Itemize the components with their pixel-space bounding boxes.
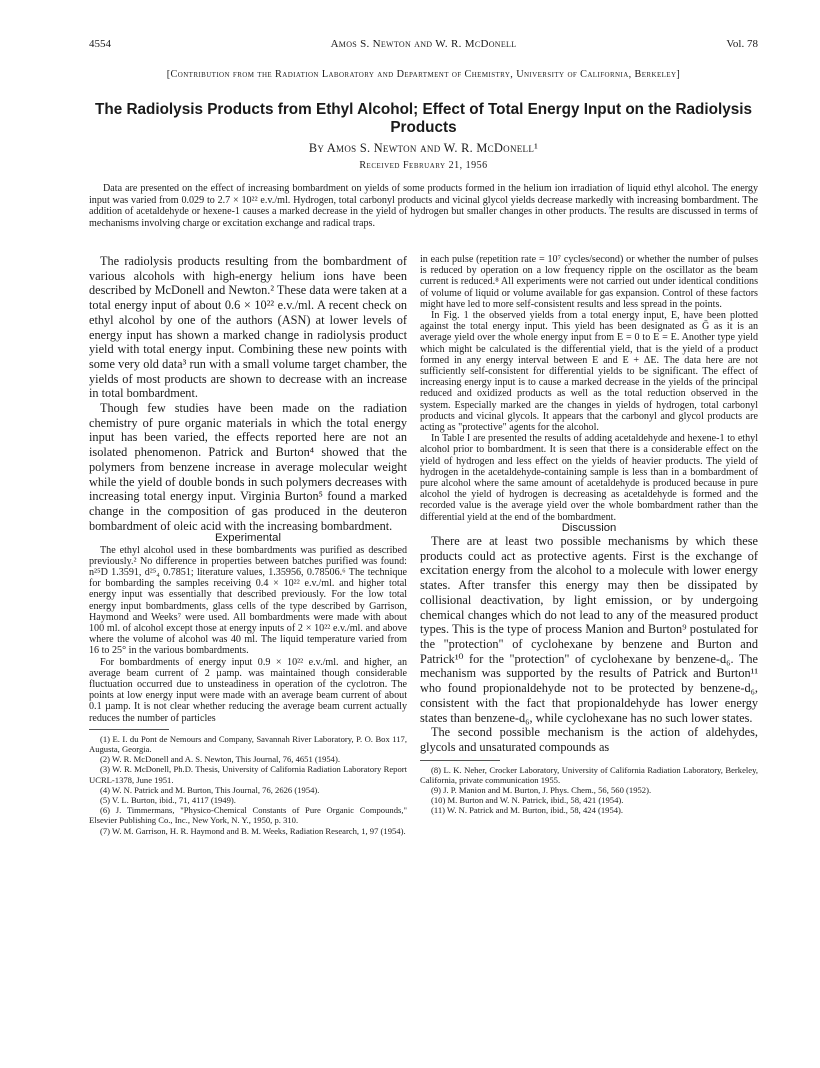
footnote: (4) W. N. Patrick and M. Burton, This Journal, 76, 2626 (1954). xyxy=(100,784,320,795)
footnote: (7) W. M. Garrison, H. R. Haymond and B. M. Weeks, Radiation Research, 1, 97 (1954). xyxy=(100,825,406,836)
discussion-paragraph: There are at least two possible mechanisms by which these products could act as protective agents. First is the exchange of excitation energy from the alcohol to a molecule with lower energy states. After transfer this energy may then be dissipated by collisional deactivation, by light emission, or by undergoing chemical changes which do not lead to any of the measured product types. This is the type of process Manion and Burton⁹ postulated for the "protection" of cyclohexane by benzene and Burton and Patrick¹⁰ for the "protection" of cyclohexane by benzene-d₆. The mechanism was supported by the results of Patrick and Burton¹¹ who found propionaldehyde not to be protected by benzene-d₆, consistent with the fact that propionaldehyde has lower energy states than benzene-d₆, while cyclohexane has no such lower states. xyxy=(420,534,758,725)
intro-paragraph: Though few studies have been made on the radiation chemistry of pure organic materials in which the total energy input has been varied, the effects reported here are not an isolated phenomenon. Patrick and Burton⁴ showed that the polymers from benzene increase in average molecular weight while the yield of double bonds in such polymers decreases with increasing total energy input. Virginia Burton⁵ found a marked change in the composition of gas produced in the deuteron bombardment of oleic acid with the increasing bombardment. xyxy=(89,401,407,533)
footnote: (1) E. I. du Pont de Nemours and Company, Savannah River Laboratory, P. O. Box 117, Augusta, Georgia. xyxy=(89,733,407,755)
footnote: (11) W. N. Patrick and M. Burton, ibid., 58, 424 (1954). xyxy=(431,805,624,816)
footnote: (10) M. Burton and W. N. Patrick, ibid., 58, 421 (1954). xyxy=(431,795,624,806)
footnote: (9) J. P. Manion and M. Burton, J. Phys. Chem., 56, 560 (1952). xyxy=(431,785,652,796)
section-heading-experimental: Experimental xyxy=(215,532,281,545)
contribution-note: [Contribution from the Radiation Laboratory and Department of Chemistry, University of California, Berkeley] xyxy=(166,69,681,80)
footnote-divider xyxy=(420,760,500,761)
footnote: (3) W. R. McDonell, Ph.D. Thesis, University of California Radiation Laboratory Report UCRL-1378, June 1951. xyxy=(89,764,407,785)
running-header xyxy=(89,38,758,52)
left-column xyxy=(89,254,407,836)
experimental-paragraph: For bombardments of energy input 0.9 × 10²² e.v./ml. and higher, an average beam current of 2 µamp. was maintained though considerable fluctuation occurred due to unsteadiness in operation of the cyclotron. The points at low energy input were made with an average beam current of about 0.1 µamp. It is not clear whether reducing the average beam current actually reduces the number of particles xyxy=(89,656,407,724)
footnote: (6) J. Timmermans, "Physico-Chemical Constants of Pure Organic Compounds," Elsevier Publishing Co., Inc., New York, N. Y., 1950, p. 310. xyxy=(89,805,407,826)
footnote: (2) W. R. McDonell and A. S. Newton, This Journal, 76, 4651 (1954). xyxy=(100,754,340,765)
section-heading-discussion: Discussion xyxy=(561,521,617,534)
body-paragraph: In Fig. 1 the observed yields from a total energy input, E, have been plotted against the total energy input. This yield has been designated as Ḡ as it is an average yield over the whole energy input from E = 0 to E = E. Another type yield which might be calculated is the differential yield, that is the yield of a product formed in any energy interval between E and E + ΔE. The data here are not sufficiently self-consistent for differential yields to be significant. The effect of increasing energy input is to cause a marked decrease in the yields of the principal reduced and oxidized products as well as the total reduction observed in the system. Especially marked are the changes in yields of hydrogen, total carbonyl products and vicinal glycols. It appears that the carbonyl and glycol products are acting as "protective" agents for the alcohol. xyxy=(420,310,758,434)
right-column xyxy=(420,254,758,816)
intro-paragraph: The radiolysis products resulting from the bombardment of various alcohols with high-energy helium ions have been described by McDonell and Newton.² These data were taken at a total energy input of about 0.6 × 10²² e.v./ml. A recent check on ethyl alcohol by one of the authors (ASN) at lower levels of energy input has shown a marked change in radiolysis product yield with total energy input. Combining these new points with some very old data³ run with a small volume target chamber, the yields of most products are shown to decrease with an increase in total bombardment. xyxy=(89,254,407,401)
footnote: (8) L. K. Neher, Crocker Laboratory, University of California Radiation Laboratory, Berkeley, California, private communication 1955. xyxy=(420,764,758,785)
body-paragraph: In Table I are presented the results of adding acetaldehyde and hexene-1 to ethyl alcohol prior to bombardment. It is seen that there is a considerable effect on the yield of hydrogen and less effect on the yields of heavier products. The yield of hydrogen in the acetaldehyde-containing sample is less than in a bombardment of pure alcohol where the same amount of acetaldehyde is produced because in pure alcohol the yield of hydrogen is decreasing as acetaldehyde is formed and the recorded value is the average yield over the whole bombardment rather than the differential yield at the end of the bombardment. xyxy=(420,433,758,523)
abstract: Data are presented on the effect of increasing bombardment on yields of some products formed in the helium ion irradiation of liquid ethyl alcohol. The energy input was varied from 0.029 to 2.7 × 10²² e.v./ml. Hydrogen, total carbonyl products and vicinal glycol yields decrease markedly with increasing bombardment. The addition of acetaldehyde or hexene-1 causes a marked decrease in the yield of hydrogen but smaller changes in other products. The results are discussed in terms of mechanisms involving charge or excitation exchange and radical traps. xyxy=(89,183,758,229)
discussion-paragraph: The second possible mechanism is the action of aldehydes, glycols and unsaturated compounds as xyxy=(420,725,758,754)
received-date: Received February 21, 1956 xyxy=(359,160,488,171)
footnotes-left xyxy=(89,734,407,836)
byline: By Amos S. Newton and W. R. McDonell¹ xyxy=(308,141,539,155)
article-title: The Radiolysis Products from Ethyl Alcohol; Effect of Total Energy Input on the Radiolysis Products xyxy=(95,101,752,136)
running-title: Amos S. Newton and W. R. McDonell xyxy=(330,38,517,50)
page-number: 4554 xyxy=(89,38,111,50)
footnotes-right xyxy=(420,765,758,816)
body-paragraph: in each pulse (repetition rate = 10⁷ cycles/second) or whether the number of pulses is reduced by operation on a low frequency ripple on the oscillator as the beam current is reduced.⁸ All experiments were not carried out under identical conditions of volume of liquid or volume available for gas expansion. Control of these factors might have led to more self-consistent results and less spread in the points. xyxy=(420,254,758,310)
experimental-paragraph: The ethyl alcohol used in these bombardments was purified as described previously.² No difference in properties between batches purified was found: n²⁵D 1.3591, d²⁵₄ 0.7851; literature values, 1.35956, 0.78506.⁶ The technique for bombarding the samples receiving 0.4 × 10²² e.v./ml. and higher total energy input was essentially that described previously. For the low total energy input bombardments, glass cells of the type described by Garrison, Haymond and Weeks⁷ were used. All bombardments were made with about 100 ml. of alcohol except those at energy inputs of 2 × 10²² e.v./ml. and above where the volume of alcohol was 40 ml. The liquid temperature varied from 16 to 25° in the various bombardments. xyxy=(89,544,407,657)
footnote: (5) V. L. Burton, ibid., 71, 4117 (1949). xyxy=(100,795,236,806)
volume-label: Vol. 78 xyxy=(726,38,758,50)
footnote-divider xyxy=(89,729,169,730)
